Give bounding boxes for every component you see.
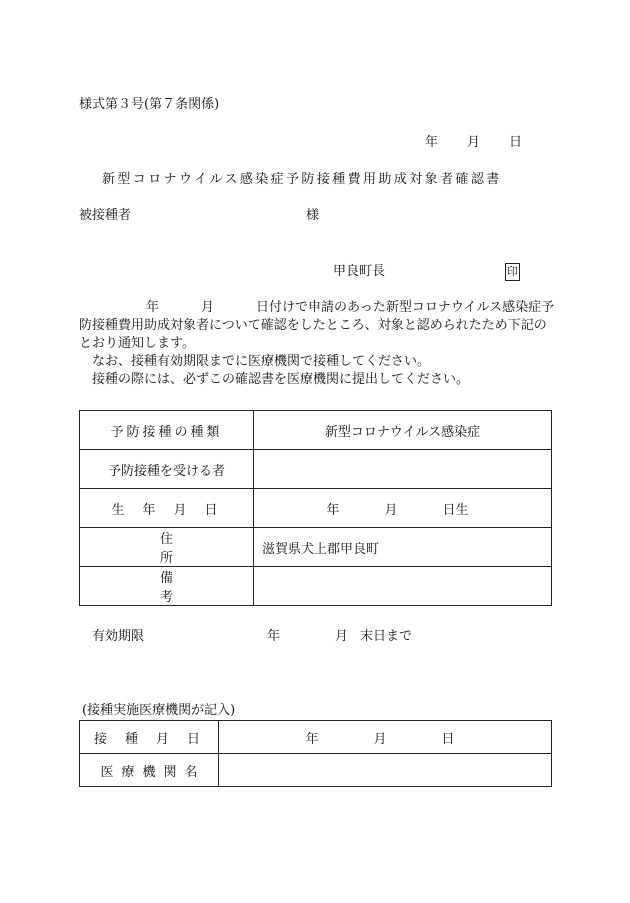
table-label-cell <box>80 721 219 754</box>
label-vaccinee: 予防接種を受ける者 <box>108 463 226 479</box>
date-day: 日 <box>509 135 523 150</box>
value-remarks <box>254 567 552 606</box>
issuer-name: 甲良町長 <box>333 264 386 279</box>
date-month: 月 <box>467 135 481 150</box>
value-clinic-name <box>219 754 552 787</box>
table-row <box>80 450 552 489</box>
table-label-cell <box>80 489 254 528</box>
value-vaccinee <box>254 450 552 489</box>
notice-paragraph <box>79 299 559 389</box>
value-birthdate <box>254 489 552 528</box>
value-address: 滋賀県犬上郡甲良町 <box>254 528 552 567</box>
recipient-label: 被接種者 <box>79 208 132 223</box>
table-label-cell <box>80 450 254 489</box>
table-row <box>80 754 552 787</box>
date-year: 年 <box>425 135 439 150</box>
birth-month: 月 <box>384 502 398 518</box>
notice-line-3: 接種の際には、必ずこの確認書を医療機関に提出してください。 <box>92 372 470 387</box>
document-title: 新型コロナウイルス感染症予防接種費用助成対象者確認書 <box>102 172 502 187</box>
label-clinic-name: 医療機関名 <box>100 764 206 780</box>
validity-year: 年 <box>267 629 281 644</box>
value-vaccination-date <box>219 721 552 754</box>
clinic-record-table <box>79 720 552 787</box>
notice-line-2: なお、接種有効期限までに医療機関で接種してください。 <box>92 354 431 369</box>
vaccination-day: 日 <box>441 731 455 747</box>
clinic-section-caption: (接種実施医療機関が記入) <box>82 703 236 718</box>
birth-day: 日生 <box>442 502 469 518</box>
validity-month: 月 <box>335 629 349 644</box>
birth-year: 年 <box>326 502 340 518</box>
notice-body-text: 日付けで申請のあった新型コロナウイルス感染症予防接種費用助成対象者について確認をしたところ、対象と認められたため下記のとおり通知します。 <box>79 300 555 351</box>
notice-year: 年 <box>146 300 160 315</box>
vaccination-info-table <box>79 410 552 606</box>
label-vaccination-date: 接種月日 <box>94 731 219 747</box>
table-row <box>80 721 552 754</box>
value-vaccine-type: 新型コロナウイルス感染症 <box>254 411 552 450</box>
table-row <box>80 411 552 450</box>
validity-label: 有効期限 <box>92 629 145 644</box>
validity-suffix: 末日まで <box>360 629 413 644</box>
label-vaccine-type: 予防接種の種類 <box>110 424 223 440</box>
vaccination-year: 年 <box>305 731 319 747</box>
label-address: 住所 <box>160 532 254 566</box>
table-label-cell <box>80 567 254 606</box>
label-birthdate: 生年月日 <box>111 502 236 518</box>
seal-stamp: 印 <box>505 263 520 281</box>
vaccination-month: 月 <box>373 731 387 747</box>
table-row <box>80 567 552 606</box>
label-remarks: 備考 <box>160 571 254 605</box>
table-label-cell <box>80 411 254 450</box>
form-number: 様式第３号(第７条関係) <box>79 97 220 112</box>
recipient-honorific: 様 <box>306 208 320 223</box>
table-label-cell <box>80 754 219 787</box>
table-row <box>80 489 552 528</box>
notice-month: 月 <box>201 300 215 315</box>
table-row <box>80 528 552 567</box>
table-label-cell <box>80 528 254 567</box>
